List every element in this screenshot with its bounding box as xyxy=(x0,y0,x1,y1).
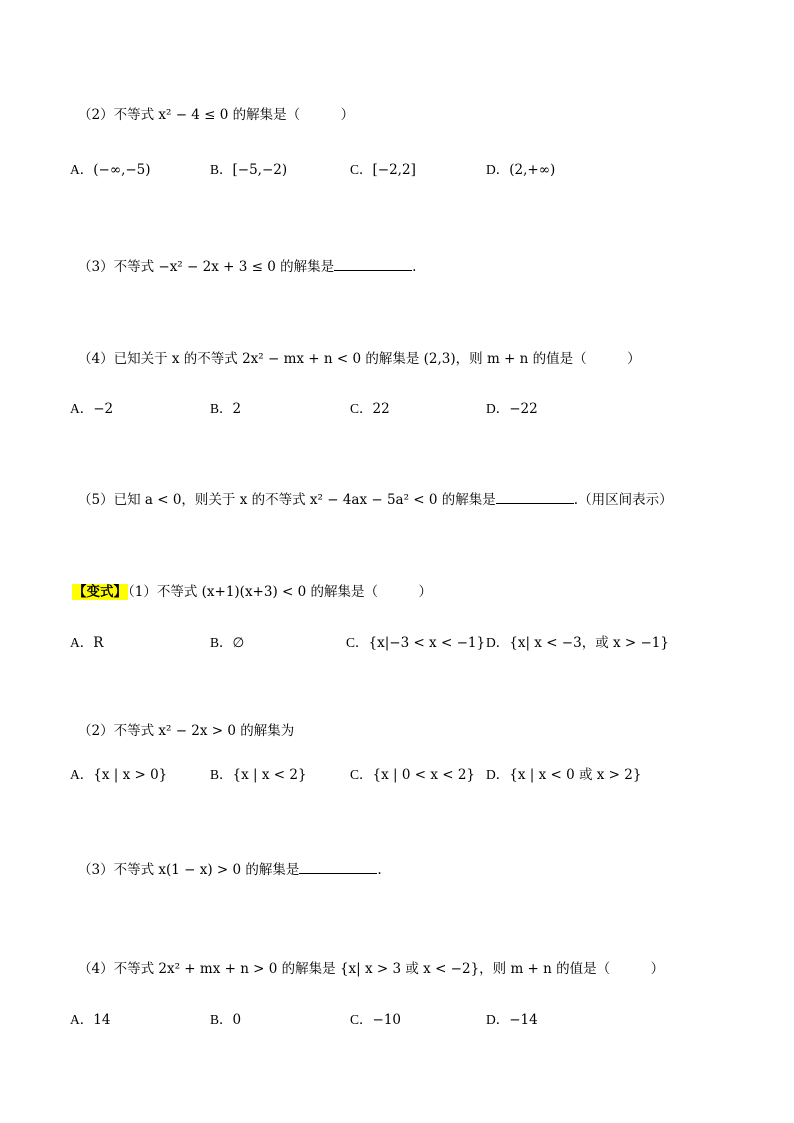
option-a[interactable]: A．14 xyxy=(70,1012,111,1028)
variant-tag: 【变式】 xyxy=(73,584,127,600)
option-d[interactable]: D．−22 xyxy=(486,401,538,417)
option-b[interactable]: B．∅ xyxy=(210,635,245,651)
option-c[interactable]: C．{x | 0 < x < 2} xyxy=(350,767,476,783)
q5-stem: （5）已知 a < 0，则关于 x 的不等式 x² − 4ax − 5a² < 0 的解集是 .（用区间表示） xyxy=(78,492,673,508)
option-b[interactable]: B．{x | x < 2} xyxy=(210,767,307,783)
q2-stem: （2）不等式 x² − 4 ≤ 0 的解集是（ ） xyxy=(78,107,355,123)
q4-stem: （4）已知关于 x 的不等式 2x² − mx + n < 0 的解集是 (2,3)，则 m + n 的值是（ ） xyxy=(78,351,641,367)
option-c[interactable]: C．−10 xyxy=(350,1012,402,1028)
q3-stem: （3）不等式 −x² − 2x + 3 ≤ 0 的解集是 . xyxy=(78,259,417,275)
variant-q1-stem: 【变式】（1）不等式 (x+1)(x+3) < 0 的解集是（ ） xyxy=(73,584,433,600)
variant-q4-stem: （4）不等式 2x² + mx + n > 0 的解集是 {x| x > 3 或 x < −2}，则 m + n 的值是（ ） xyxy=(78,961,665,977)
q2-options xyxy=(70,161,730,179)
option-a[interactable]: A．R xyxy=(70,635,104,651)
q4-options xyxy=(70,400,730,418)
option-d[interactable]: D．−14 xyxy=(486,1012,538,1028)
option-b[interactable]: B．[−5,−2) xyxy=(210,162,288,178)
option-d[interactable]: D．{x | x < 0 或 x > 2} xyxy=(486,767,642,783)
option-d[interactable]: D．{x| x < −3，或 x > −1} xyxy=(486,635,669,651)
option-a[interactable]: A．−2 xyxy=(70,401,114,417)
option-c[interactable]: C．{x|−3 < x < −1} xyxy=(346,635,486,651)
option-d[interactable]: D．(2,+∞) xyxy=(486,162,556,178)
answer-blank[interactable] xyxy=(496,490,574,504)
variant-q4-options xyxy=(70,1011,730,1029)
option-b[interactable]: B．0 xyxy=(210,1012,242,1028)
option-c[interactable]: C．22 xyxy=(350,401,390,417)
option-a[interactable]: A．(−∞,−5) xyxy=(70,162,151,178)
answer-blank[interactable] xyxy=(299,860,377,874)
option-b[interactable]: B．2 xyxy=(210,401,242,417)
variant-q2-options xyxy=(70,766,730,784)
option-a[interactable]: A．{x | x > 0} xyxy=(70,767,168,783)
variant-q2-stem: （2）不等式 x² − 2x > 0 的解集为 xyxy=(78,723,295,739)
answer-blank[interactable] xyxy=(334,257,412,271)
option-c[interactable]: C．[−2,2] xyxy=(350,162,416,178)
variant-q1-options xyxy=(70,634,730,652)
variant-q3-stem: （3）不等式 x(1 − x) > 0 的解集是 . xyxy=(78,862,382,878)
